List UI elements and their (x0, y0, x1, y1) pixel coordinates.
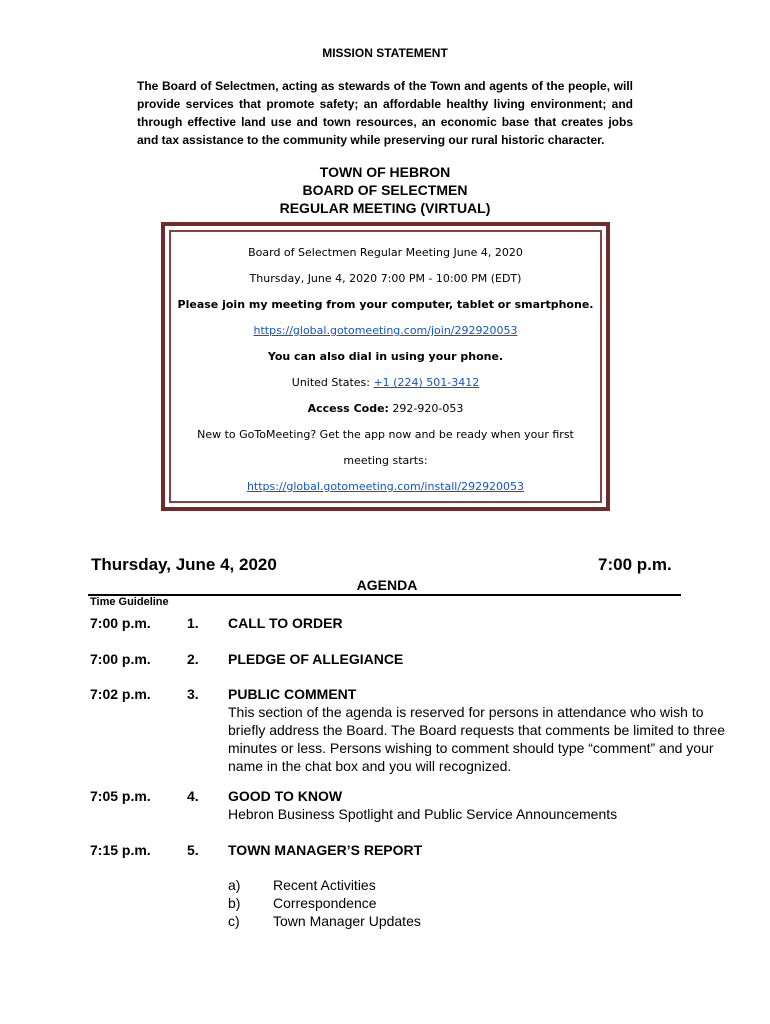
phone-number-link[interactable]: +1 (224) 501-3412 (373, 376, 480, 389)
meeting-type: REGULAR MEETING (VIRTUAL) (279, 200, 491, 216)
agenda-item-title: GOOD TO KNOW (228, 788, 343, 804)
agenda-item-time: 7:00 p.m. (90, 615, 151, 631)
agenda-item-description: This section of the agenda is reserved for persons in attendance who wish to briefly address the Board. The Board requests that comments be limited to three minutes or less. Persons wishing to comment should type “comment” and your name in the chat box and you will recognized. (228, 704, 725, 774)
new-user-text: New to GoToMeeting? Get the app now and be ready when your first (197, 428, 574, 441)
sub-item-text: Town Manager Updates (273, 913, 421, 929)
town-heading (0, 163, 770, 217)
sub-item-text: Recent Activities (273, 877, 376, 893)
agenda-item-number: 3. (187, 686, 199, 702)
agenda-item-number: 2. (187, 651, 199, 667)
join-meeting-link[interactable]: https://global.gotomeeting.com/join/292920053 (253, 324, 518, 337)
access-code-row (171, 402, 600, 415)
phone-row (171, 376, 600, 389)
sub-item-letter: c) (228, 913, 240, 929)
meeting-info-inner-border (169, 230, 602, 503)
sub-item-text: Correspondence (273, 895, 377, 911)
agenda-divider (88, 594, 681, 596)
agenda-title: AGENDA (356, 577, 418, 593)
access-code-value: 292-920-053 (388, 402, 464, 415)
town-name: TOWN OF HEBRON (319, 164, 451, 180)
phone-country-label: United States: (291, 376, 374, 389)
sub-item-letter: b) (228, 895, 241, 911)
agenda-item-number: 5. (187, 842, 199, 858)
mission-statement-text: The Board of Selectmen, acting as stewards of the Town and agents of the people, will provide services that promote safety; an affordable healthy living environment; and through effective land use and town resources, an economic base that creates jobs and tax assistance to the community while preserving our rural historic character. (137, 79, 633, 147)
agenda-item-description: Hebron Business Spotlight and Public Service Announcements (228, 806, 618, 822)
install-app-link[interactable]: https://global.gotomeeting.com/install/292920053 (246, 480, 525, 493)
sub-item-letter: a) (228, 877, 241, 893)
agenda-item-time: 7:00 p.m. (90, 651, 151, 667)
meeting-date: Thursday, June 4, 2020 (91, 555, 277, 574)
agenda-item-title: PUBLIC COMMENT (228, 686, 357, 702)
time-guideline-label: Time Guideline (90, 596, 169, 608)
dial-in-instructions: You can also dial in using your phone. (267, 350, 504, 363)
agenda-item-time: 7:15 p.m. (90, 842, 151, 858)
agenda-item-number: 1. (187, 615, 199, 631)
board-name: BOARD OF SELECTMEN (302, 182, 468, 198)
join-instructions: Please join my meeting from your computer, tablet or smartphone. (177, 298, 594, 311)
meeting-info-box (161, 222, 610, 511)
agenda-item-number: 4. (187, 788, 199, 804)
new-user-text-cont: meeting starts: (343, 454, 428, 467)
join-link-row (171, 324, 600, 337)
agenda-item-title: CALL TO ORDER (228, 615, 343, 631)
agenda-item-title: TOWN MANAGER’S REPORT (228, 842, 423, 858)
agenda-item-time: 7:05 p.m. (90, 788, 151, 804)
mission-statement-title: MISSION STATEMENT (322, 46, 448, 60)
meeting-time: 7:00 p.m. (598, 555, 672, 574)
meeting-datetime: Thursday, June 4, 2020 7:00 PM - 10:00 PM (EDT) (249, 272, 522, 285)
access-code-label: Access Code: (307, 402, 389, 415)
meeting-title: Board of Selectmen Regular Meeting June 4, 2020 (248, 246, 523, 259)
agenda-item-title: PLEDGE OF ALLEGIANCE (228, 651, 404, 667)
install-link-row (171, 480, 600, 493)
agenda-item-time: 7:02 p.m. (90, 686, 151, 702)
